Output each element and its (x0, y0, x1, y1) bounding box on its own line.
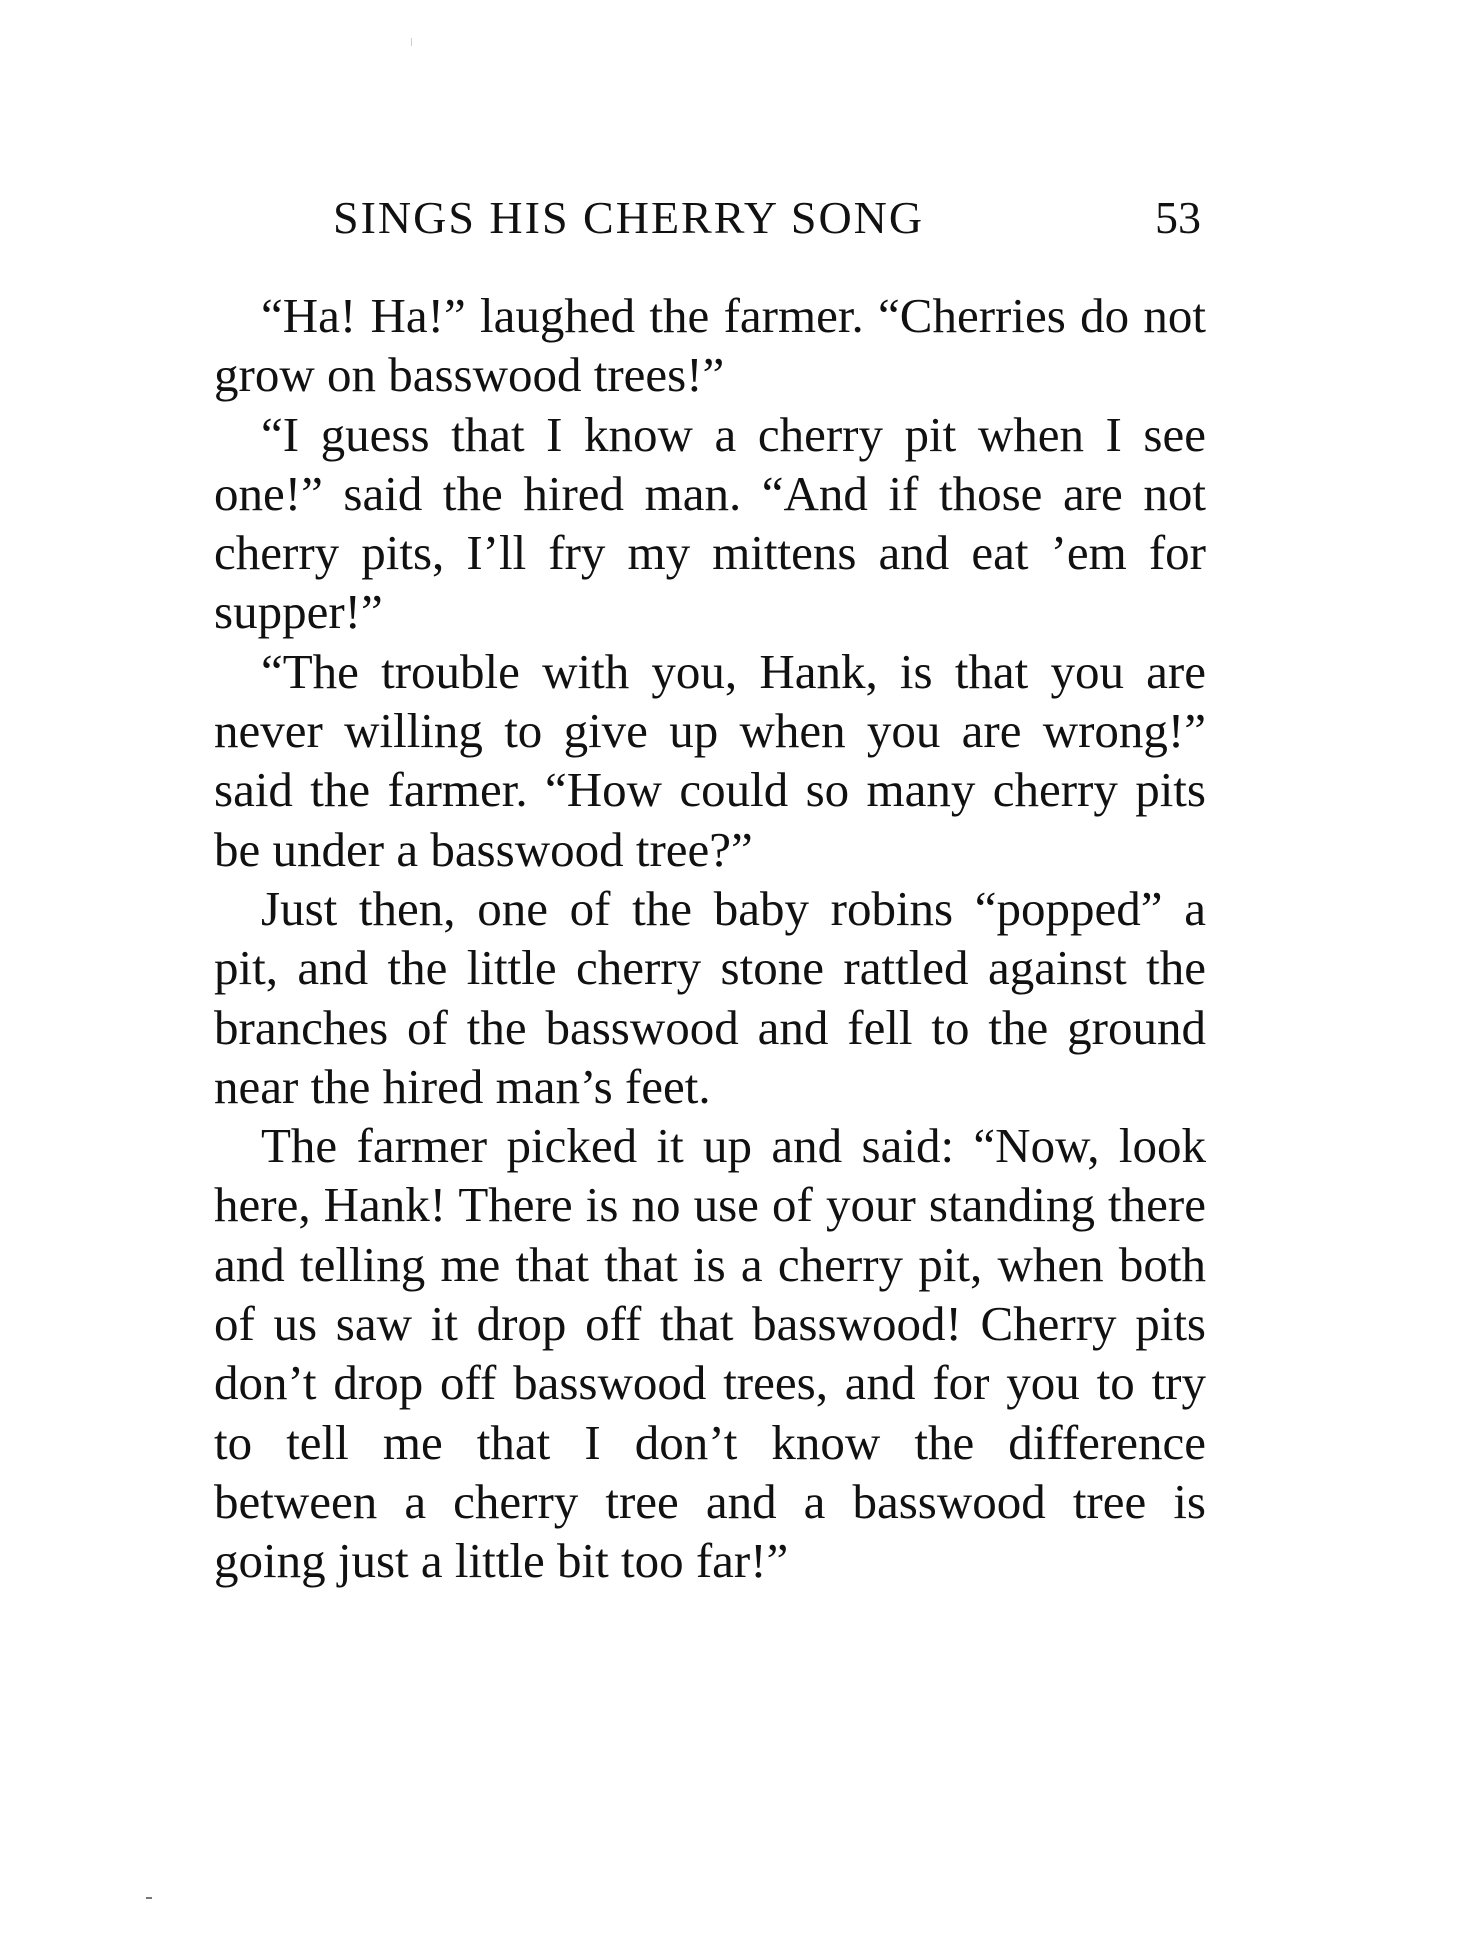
paragraph-1: “Ha! Ha!” laughed the farmer. “Cherries do not grow on basswood trees!” (214, 288, 1206, 403)
paragraph-3: “The trouble with you, Hank, is that you are never willing to give up when you are wrong!” said the farmer. “How could so many cherry pits be under a basswood tree?” (214, 643, 1206, 877)
body-text (214, 286, 1206, 1591)
running-title: SINGS HIS CHERRY SONG (333, 192, 925, 243)
page-number: 53 (1155, 192, 1201, 243)
scan-speck (411, 38, 412, 46)
paragraph-5: The farmer picked it up and said: “Now, look here, Hank! There is no use of your standing there and telling me that that is a cherry pit, when both of us saw it drop off that basswood! Cherry pits don’t drop off basswood trees, and for you to try to tell me that I don’t know the difference between a cherry tree and a basswood tree is going just a little bit too far!” (214, 1118, 1206, 1589)
paragraph-4: Just then, one of the baby robins “popped” a pit, and the little cherry stone rattled against the branches of the basswood and fell to the ground near the hired man’s feet. (214, 880, 1206, 1114)
paragraph-2: “I guess that I know a cherry pit when I see one!” said the hired man. “And if those are not cherry pits, I’ll fry my mittens and eat ’em for supper!” (214, 406, 1206, 640)
running-head (333, 188, 1201, 248)
scan-speck (146, 1897, 152, 1899)
